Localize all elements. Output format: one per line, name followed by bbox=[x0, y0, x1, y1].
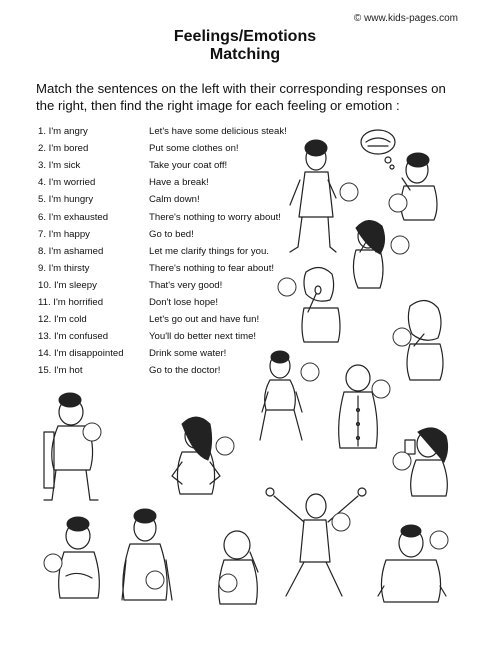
answer-circle[interactable] bbox=[301, 363, 319, 381]
feeling-statement: 10. I'm sleepy bbox=[38, 279, 97, 291]
figure-girl-angry bbox=[172, 417, 220, 494]
figure-boy-coughing bbox=[401, 153, 437, 220]
response-statement: Let's go out and have fun! bbox=[149, 314, 260, 326]
feeling-statement: 13. I'm confused bbox=[38, 331, 109, 343]
answer-circle[interactable] bbox=[44, 554, 62, 572]
figure-girl-worried bbox=[407, 300, 443, 380]
figure-boy-standing bbox=[290, 140, 336, 252]
instructions-text: Match the sentences on the left with their corresponding responses on the right, then find the right image for each feeling or emotion : bbox=[36, 81, 446, 113]
answer-circle[interactable] bbox=[389, 194, 407, 212]
title-line-1: Feelings/Emotions bbox=[173, 28, 317, 45]
response-statement: Have a break! bbox=[149, 177, 209, 189]
answer-circle[interactable] bbox=[83, 423, 101, 441]
feeling-statement: 11. I'm horrified bbox=[38, 297, 104, 308]
steak-thought-bubble bbox=[361, 130, 395, 169]
feeling-statement: 5. I'm hungry bbox=[38, 194, 94, 206]
response-statement: Don't lose hope! bbox=[149, 297, 219, 308]
response-statement: There's nothing to worry about! bbox=[149, 211, 281, 223]
response-statement: Let me clarify things for you. bbox=[149, 245, 269, 257]
answer-circle[interactable] bbox=[219, 574, 237, 592]
answer-circle[interactable] bbox=[146, 571, 164, 589]
answer-circle[interactable] bbox=[393, 452, 411, 470]
figure-girl-cold bbox=[339, 365, 378, 448]
feeling-statement: 8. I'm ashamed bbox=[38, 245, 104, 257]
figure-girl-yawning bbox=[302, 267, 340, 342]
feeling-statement: 6. I'm exhausted bbox=[38, 211, 109, 223]
response-statement: Drink some water! bbox=[149, 348, 227, 360]
feeling-statement: 15. I'm hot bbox=[38, 365, 83, 377]
answer-circle[interactable] bbox=[391, 236, 409, 254]
response-statement: Go to the doctor! bbox=[149, 365, 221, 377]
figure-boy-bored-sitting bbox=[44, 393, 98, 500]
response-statement: Calm down! bbox=[149, 194, 200, 206]
feeling-statement: 1. I'm angry bbox=[38, 126, 88, 137]
feeling-statement: 9. I'm thirsty bbox=[38, 262, 90, 274]
answer-circle[interactable] bbox=[216, 437, 234, 455]
title-line-2: Matching bbox=[209, 46, 281, 63]
figure-boy-exhausted bbox=[260, 351, 302, 440]
answer-circle[interactable] bbox=[340, 183, 358, 201]
response-statement: Let's have some delicious steak! bbox=[149, 126, 287, 137]
response-statement: Take your coat off! bbox=[149, 160, 228, 172]
feeling-statement: 3. I'm sick bbox=[38, 160, 81, 172]
copyright-notice: © www.kids-pages.com bbox=[353, 13, 458, 24]
figure-boy-sick bbox=[59, 517, 100, 598]
answer-circle[interactable] bbox=[430, 531, 448, 549]
figure-girl-disappointed bbox=[219, 531, 258, 604]
feeling-statement: 12. I'm cold bbox=[38, 314, 87, 326]
response-statement: Put some clothes on! bbox=[149, 143, 239, 155]
answer-circle[interactable] bbox=[332, 513, 350, 531]
feeling-statement: 14. I'm disappointed bbox=[38, 348, 124, 360]
answer-circle[interactable] bbox=[393, 328, 411, 346]
figure-child-happy-jumping bbox=[266, 488, 366, 596]
answer-circle[interactable] bbox=[278, 278, 296, 296]
feeling-statement: 2. I'm bored bbox=[38, 143, 89, 155]
answer-circle[interactable] bbox=[372, 380, 390, 398]
figure-boy-undressing bbox=[122, 509, 172, 600]
feeling-statement: 7. I'm happy bbox=[38, 228, 90, 240]
feeling-statement: 4. I'm worried bbox=[38, 177, 96, 189]
response-statement: There's nothing to fear about! bbox=[149, 262, 275, 274]
response-statement: You'll do better next time! bbox=[149, 331, 257, 343]
response-statement: Go to bed! bbox=[149, 228, 194, 240]
figure-girl-hands-mouth bbox=[353, 220, 384, 288]
response-statement: That's very good! bbox=[149, 279, 223, 291]
